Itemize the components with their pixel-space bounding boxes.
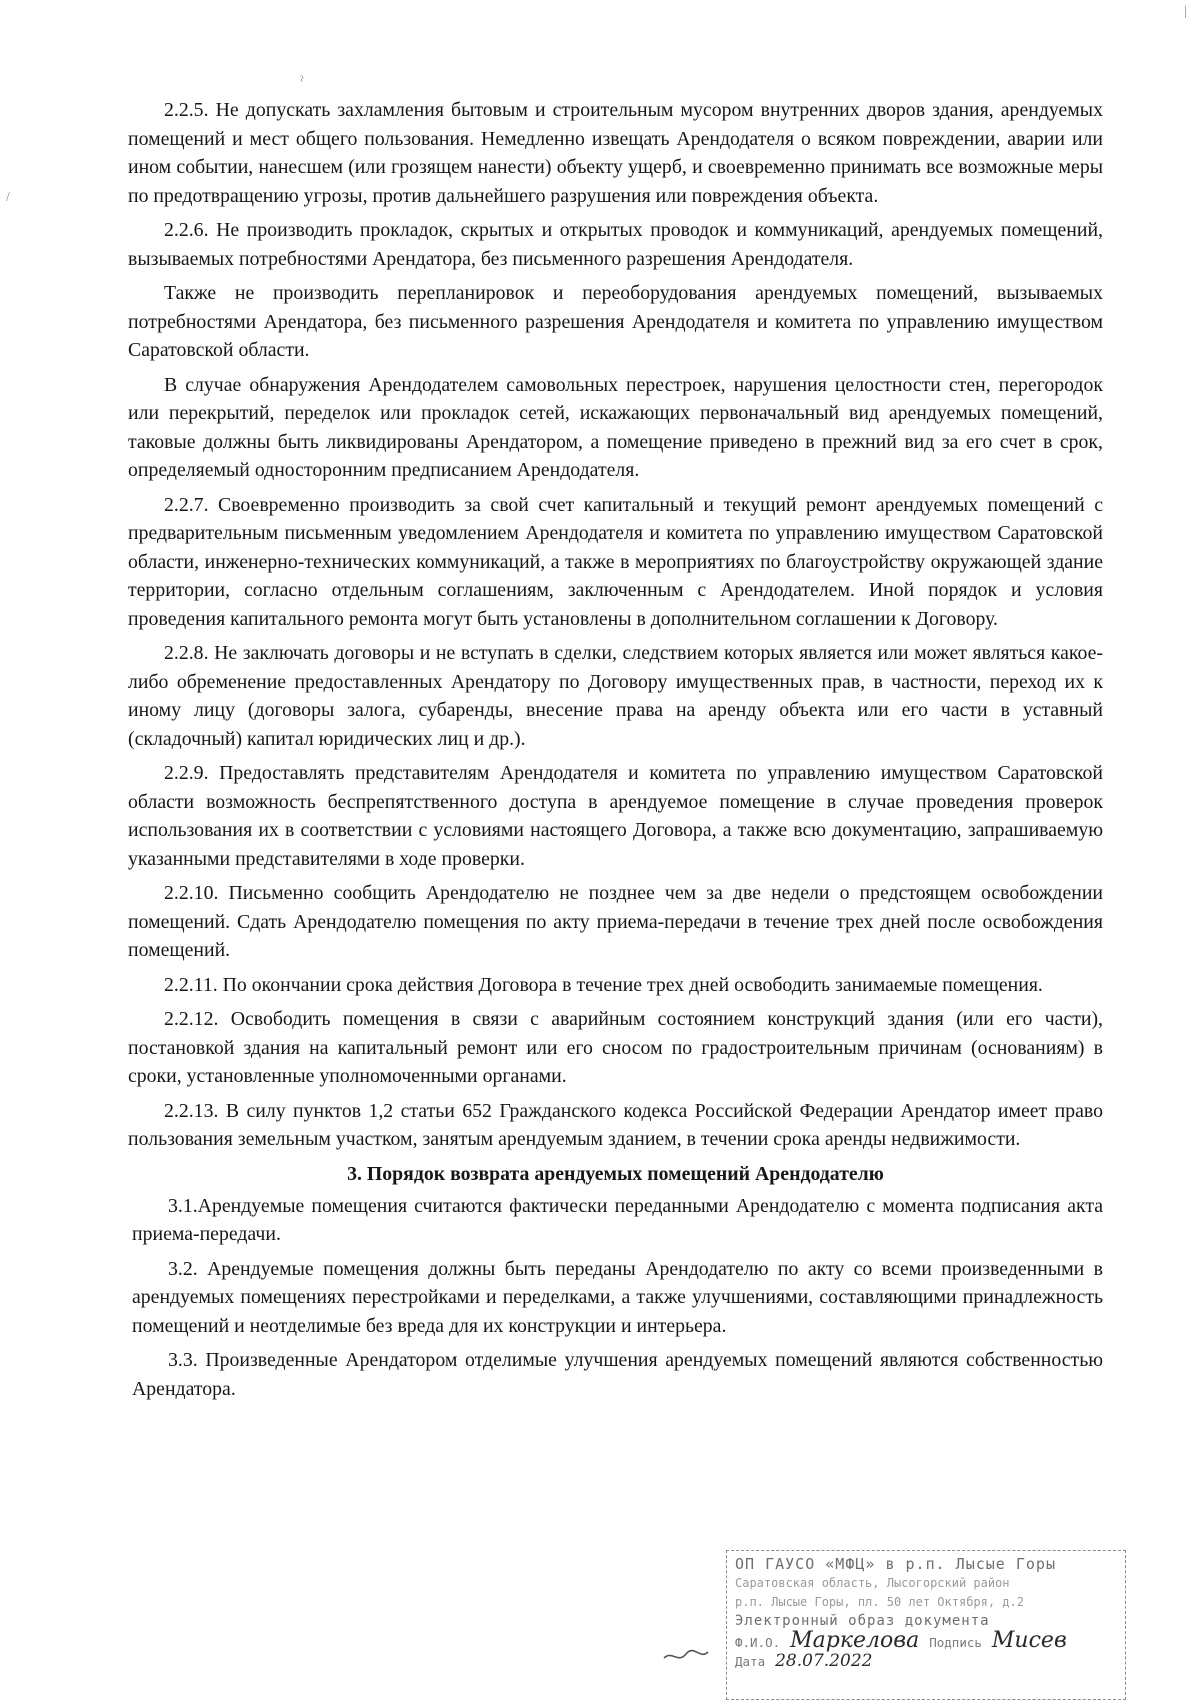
clause-2-2-6: 2.2.6. Не производить прокладок, скрытых и открытых проводок и коммуникаций, арендуемых помещений, вызываемых потребностями Арендатора, без письменного разрешения Арендодателя. xyxy=(128,219,1103,270)
speck-mark-icon: ˀ xyxy=(300,74,304,89)
clause-2-2-10: 2.2.10. Письменно сообщить Арендодателю не позднее чем за две недели о предстоящем освобождении помещений. Сдать Арендодателю помещения по акту приема-передачи в течение трех дней после освобождения помещений. xyxy=(128,882,1103,961)
stamp-fio-handwritten: Маркелова xyxy=(790,1628,920,1653)
clause-2-2-13: 2.2.13. В силу пунктов 1,2 статьи 652 Гражданского кодекса Российской Федерации Арендатор имеет право пользования земельным участком, занятым арендуемым зданием, в течении срока аренды недвижимости. xyxy=(128,1099,1103,1150)
stamp-signature-row xyxy=(735,1628,1117,1653)
clause-2-2-11: 2.2.11. По окончании срока действия Договора в течение трех дней освободить занимаемые помещения. xyxy=(164,973,1043,996)
edge-mark-icon: / xyxy=(6,190,10,205)
clause-2-2-7: 2.2.7. Своевременно производить за свой счет капитальный и текущий ремонт арендуемых помещений с предварительным письменным уведомлением Арендодателя и комитета по управлению имуществом Саратовской области, инженерно-технических коммуникаций, а также в мероприятиях по благоустройству окружающей здание территории, согласно отдельным соглашениям, заключенным с Арендодателем. Иной порядок и условия проведения капитального ремонта могут быть установлены в дополнительном соглашении к Договору. xyxy=(128,493,1103,630)
clause-2-2-6-violations: В случае обнаружения Арендодателем самовольных перестроек, нарушения целостности стен, перегородок или перекрытий, переделок или прокладок сетей, искажающих первоначальный вид арендуемых помещений, таковые должны быть ликвидированы Арендатором, а помещение приведено в прежний вид за его счет в срок, определяемый односторонним предписанием Арендодателя. xyxy=(128,373,1103,481)
stamp-date-row xyxy=(735,1652,1117,1671)
stamp-fio-label: Ф.И.О. xyxy=(735,1635,781,1650)
stamp-date-label: Дата xyxy=(735,1654,766,1669)
clause-2-2-5: 2.2.5. Не допускать захламления бытовым и строительным мусором внутренних дворов здания, арендуемых помещений и мест общего пользования. Немедленно извещать Арендодателя о всяком повреждении, аварии или ином событии, нанесшем (или грозящем нанести) объекту ущерб, и своевременно принимать все возможные меры по предотвращению угрозы, против дальнейшего разрушения или повреждения объекта. xyxy=(128,99,1103,207)
document-body xyxy=(128,96,1103,1409)
clause-3-2: 3.2. Арендуемые помещения должны быть переданы Арендодателю по акту со всеми произведенными в арендуемых помещениях перестройками и переделками, а также улучшениями, составляющими принадлежность помещений и неотделимые без вреда для их конструкции и интерьера. xyxy=(132,1257,1103,1337)
stamp-address-line-1: Саратовская область, Лысогорский район xyxy=(735,1576,1010,1590)
ink-mark-icon xyxy=(660,1640,720,1670)
mfc-stamp xyxy=(726,1550,1126,1700)
edge-line-icon: | xyxy=(1184,4,1187,19)
stamp-signature-handwritten: Мисев xyxy=(991,1628,1067,1653)
stamp-address-line-2: р.п. Лысые Горы, пл. 50 лет Октября, д.2 xyxy=(735,1595,1024,1609)
clause-3-1: 3.1.Арендуемые помещения считаются фактически переданными Арендодателю с момента подписания акта приема-передачи. xyxy=(132,1194,1103,1245)
clause-3-3: 3.3. Произведенные Арендатором отделимые улучшения арендуемых помещений являются собственностью Арендатора. xyxy=(132,1349,1103,1400)
clause-2-2-8: 2.2.8. Не заключать договоры и не вступать в сделки, следствием которых является или может являться какое-либо обременение предоставленных Арендатору по Договору имущественных прав, в частности, переход их к иному лицу (договоры залога, субаренды, внесение права на аренду объекта или его части в уставный (складочный) капитал юридических лиц и др.). xyxy=(128,642,1103,750)
stamp-org-line: ОП ГАУСО «МФЦ» в р.п. Лысые Горы xyxy=(735,1555,1056,1573)
section-3-heading: 3. Порядок возврата арендуемых помещений Арендодателю xyxy=(347,1162,884,1185)
clause-2-2-9: 2.2.9. Предоставлять представителям Арендодателя и комитета по управлению имуществом Саратовской области возможность беспрепятственного доступа в арендуемое помещение в случае проведения проверок использования их в соответствии с условиями настоящего Договора, а также всю документацию, запрашиваемую указанными представителями в ходе проверки. xyxy=(128,762,1103,870)
stamp-sign-label: Подпись xyxy=(929,1635,982,1650)
stamp-date-handwritten: 28.07.2022 xyxy=(775,1651,873,1671)
clause-2-2-12: 2.2.12. Освободить помещения в связи с аварийным состоянием конструкций здания (или его части), постановкой здания на капитальный ремонт или его сносом по градостроительным причинам (основаниям) в сроки, установленные уполномоченными органами. xyxy=(128,1008,1103,1087)
clause-2-2-6-continuation: Также не производить перепланировок и переоборудования арендуемых помещений, вызываемых потребностями Арендатора, без письменного разрешения Арендодателя и комитета по управлению имуществом Саратовской области. xyxy=(128,282,1103,361)
stamp-electronic-copy-line: Электронный образ документа xyxy=(735,1613,990,1629)
